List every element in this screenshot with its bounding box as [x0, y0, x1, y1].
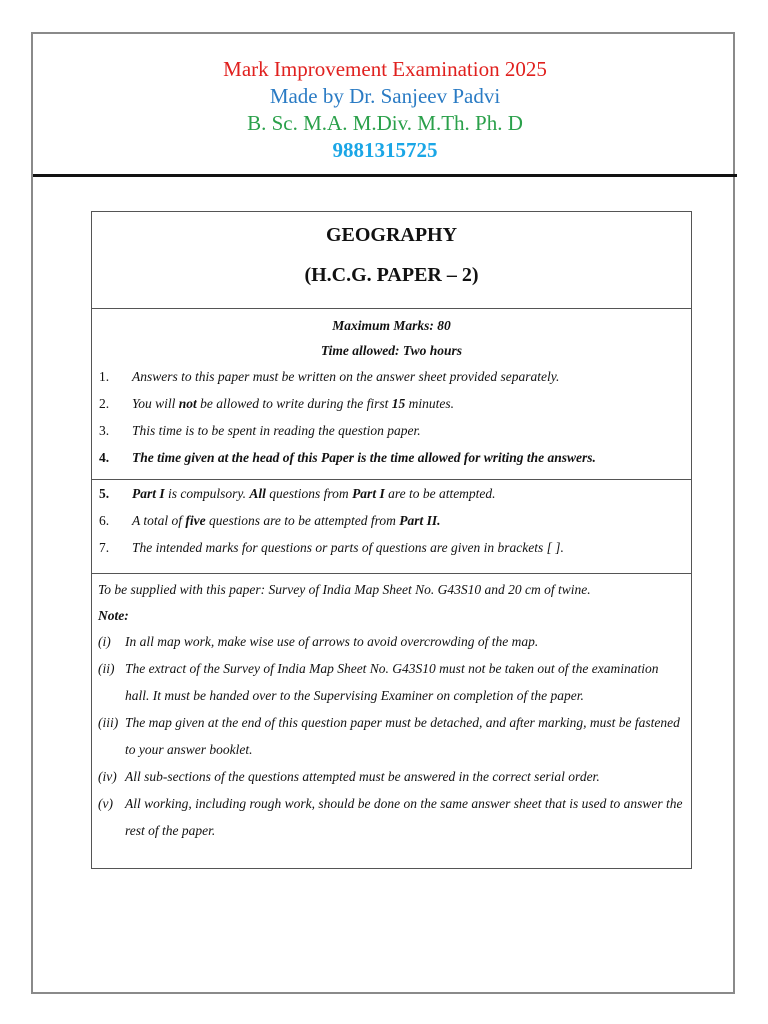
note-label: Note: — [98, 608, 129, 623]
note-item: (v) All working, including rough work, should be done on the same answer sheet that is used to answer the rest of the paper. — [98, 796, 683, 838]
exam-title: Mark Improvement Examination 2025 — [223, 57, 547, 81]
question-paper-box — [91, 211, 692, 869]
note-item: (iii) The map given at the end of this question paper must be detached, and after marking, must be fastened to your answer booklet. — [98, 715, 680, 757]
header-divider — [33, 174, 737, 177]
instruction-item: 2. You will not be allowed to write during the first 15 minutes. — [99, 396, 455, 411]
map-notes-section — [92, 574, 691, 868]
instruction-item: 7. The intended marks for questions or parts of questions are given in brackets [ ]. — [99, 540, 564, 555]
note-item: (ii) The extract of the Survey of India Map Sheet No. G43S10 must not be taken out of the examination hall. It must be handed over to the Supervising Examiner on completion of the paper. — [98, 661, 659, 703]
supply-line: To be supplied with this paper: Survey of India Map Sheet No. G43S10 and 20 cm of twine. — [98, 582, 591, 597]
part-instructions — [92, 480, 691, 574]
paper-title-section — [92, 212, 691, 309]
phone-number: 9881315725 — [332, 138, 438, 162]
subject-title: GEOGRAPHY — [325, 224, 458, 246]
time-allowed: Time allowed: Two hours — [320, 343, 463, 358]
instruction-item: 5. Part I is compulsory. All questions from Part I are to be attempted. — [99, 486, 496, 501]
instruction-item: 1. Answers to this paper must be written on the answer sheet provided separately. — [99, 369, 560, 384]
page-header — [33, 56, 737, 164]
general-instructions — [92, 309, 691, 480]
instruction-item: 3. This time is to be spent in reading the question paper. — [99, 423, 421, 438]
degrees-line: B. Sc. M.A. M.Div. M.Th. Ph. D — [247, 111, 523, 135]
note-item: (i) In all map work, make wise use of arrows to avoid overcrowding of the map. — [98, 634, 539, 649]
paper-code: (H.C.G. PAPER – 2) — [304, 264, 479, 286]
max-marks: Maximum Marks: 80 — [332, 318, 451, 333]
note-item: (iv) All sub-sections of the questions attempted must be answered in the correct serial order. — [98, 769, 600, 784]
author-line: Made by Dr. Sanjeev Padvi — [269, 84, 501, 108]
instruction-item: 6. A total of five questions are to be attempted from Part II. — [99, 513, 441, 528]
instruction-item: 4. The time given at the head of this Paper is the time allowed for writing the answers. — [99, 450, 596, 465]
